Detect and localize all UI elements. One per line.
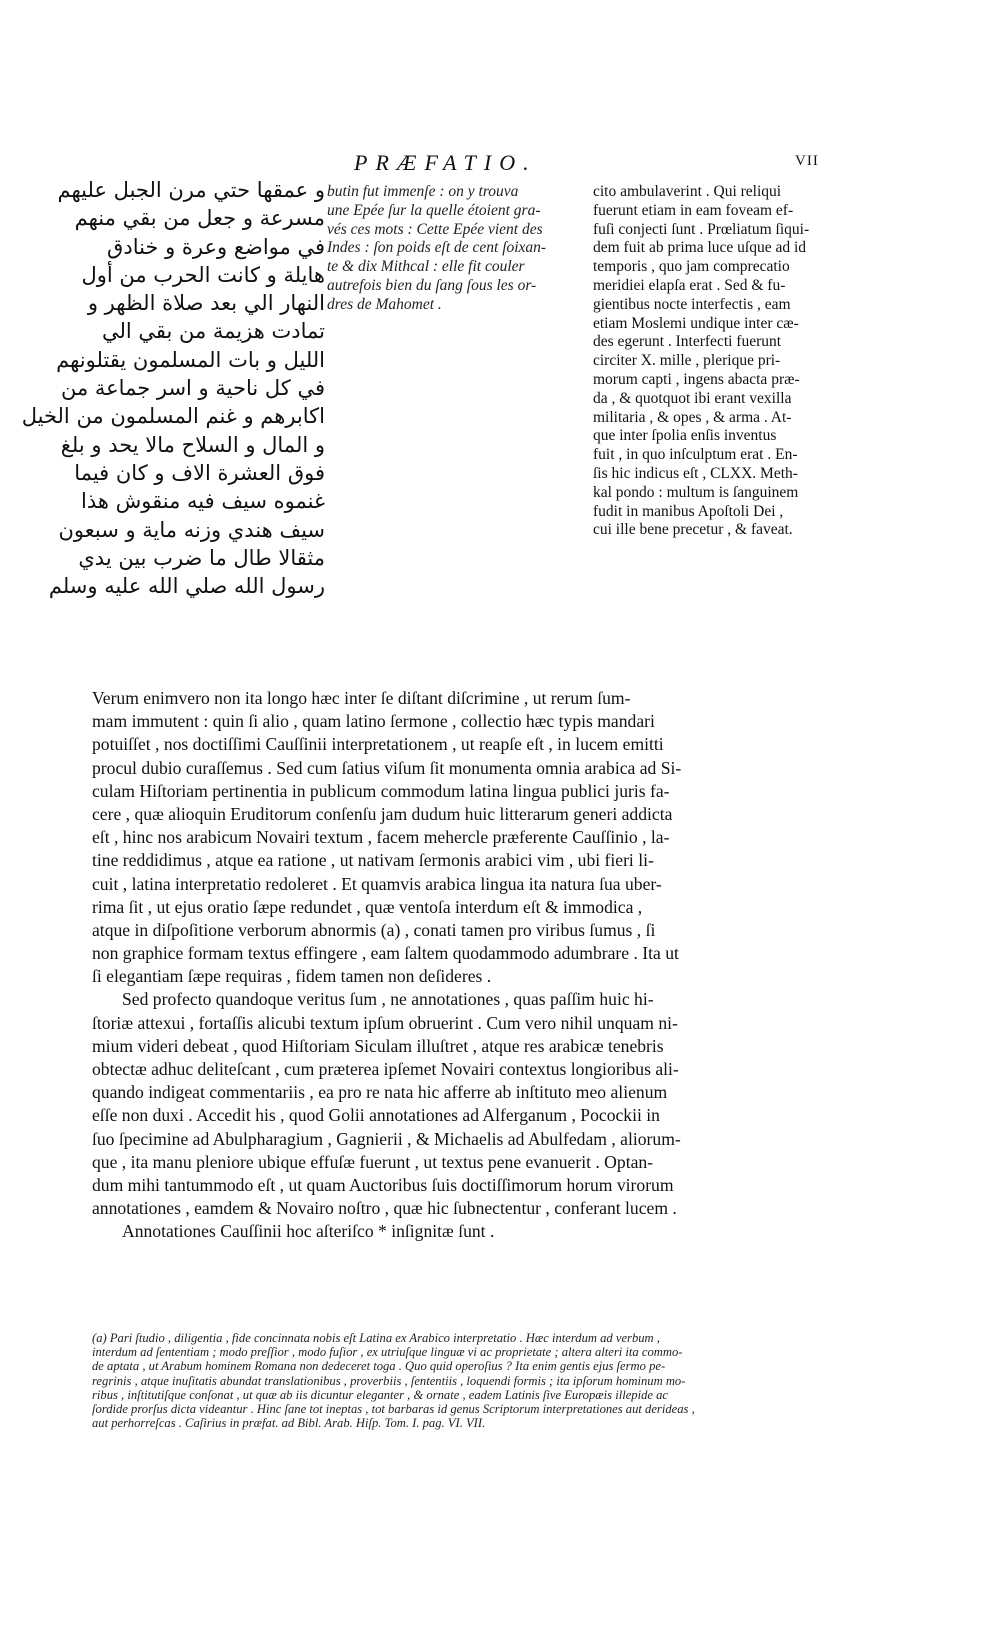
latin-column-line: temporis , quo jam comprecatio (593, 258, 790, 276)
french-line: te & dix Mithcal : elle fit couler (327, 258, 525, 276)
paragraph (92, 687, 877, 988)
paragraph-line: annotationes , eamdem & Novairo noſtro , quæ hic ſubnectentur , conferant lucem . (92, 1198, 677, 1219)
paragraph-line: tine reddidimus , atque ea ratione , ut nativam ſermonis arabici vim , ubi fieri li- (92, 850, 654, 871)
paragraph-line: cuit , latina interpretatio redoleret . Et quamvis arabica lingua ita natura ſua uber- (92, 873, 662, 894)
latin-column-line: meridiei elapſa erat . Sed & fu- (593, 276, 786, 294)
page-header (0, 150, 1000, 176)
paragraph-line: ſtoriæ attexui , fortaſſis alicubi textum ipſum obruerint . Cum vero nihil unquam ni- (92, 1012, 678, 1033)
paragraph-line: ſi elegantiam ſæpe requiras , fidem tamen non deſideres . (92, 966, 492, 987)
arabic-line: غنموه سيف فيه منقوش هذا (81, 489, 325, 514)
arabic-line: و عمقها حتي مرن الجبل عليهم (57, 178, 325, 202)
paragraph-line: potuiſſet , nos doctiſſimi Cauſſinii interpretationem , ut reapſe eſt , in lucem emitti (92, 734, 664, 755)
french-translation-column (327, 183, 577, 315)
latin-column-line: kal pondo : multum is ſanguinem (593, 483, 799, 501)
paragraph-line: Verum enimvero non ita longo hæc inter ſe diſtant diſcrimine , ut rerum ſum- (92, 688, 631, 708)
paragraph-line: quando indigeat commentariis , ea pro re nata hic afferre ab inſtituto meo alienum (92, 1082, 668, 1103)
paragraph (92, 988, 877, 1220)
arabic-line: فوق العشرة الاف و كان فيما (74, 460, 325, 485)
footnote-line: de aptata , ut Arabum hominem Romana non dedeceret toga . Quo quid operoſius ? Ita enim gentis ejus ſermo pe- (92, 1359, 666, 1374)
latin-column-line: fudit in manibus Apoſtoli Dei , (593, 502, 784, 520)
french-line: Indes : ſon poids eſt de cent ſoixan- (327, 239, 547, 257)
paragraph-line: procul dubio curaſſemus . Sed cum ſatius viſum ſit monumenta omnia arabica ad Si- (92, 757, 682, 778)
arabic-line: و المال و السلاح مالا يحد و بلغ (60, 432, 325, 457)
french-line: vés ces mots : Cette Epée vient des (327, 220, 543, 238)
arabic-line: مثقالا طال ما ضرب بين يدي (78, 545, 325, 570)
page-number: VII (795, 153, 819, 169)
latin-column-line: cito ambulaverint . Qui reliqui (593, 183, 782, 200)
latin-column-line: des egerunt . Interfecti fuerunt (593, 333, 782, 351)
arabic-line: رسول الله صلي الله عليه وسلم (48, 574, 325, 599)
footnote (92, 1331, 877, 1430)
footnote-line: ribus , inſtitutiſque conſonat , ut quæ ab iis dicuntur eleganter , & ornate , eadem Latinis ſive Europæis illepide ac (92, 1387, 669, 1402)
latin-column-line: da , & quotquot ibi erant vexilla (593, 389, 792, 407)
latin-translation-column (593, 183, 871, 540)
paragraph-line: Sed profecto quandoque veritus ſum , ne annotationes , quas paſſim huic hi- (122, 989, 654, 1010)
arabic-line: اكابرهم و غنم المسلمون من الخيل (21, 404, 325, 429)
latin-column-line: fuſi conjecti ſunt . Prœliatum ſiqui- (593, 220, 810, 238)
arabic-line: في كل ناحية و اسر جماعة من (60, 376, 325, 401)
arabic-line: النهار الي بعد صلاة الظهر و (87, 291, 325, 316)
running-title: PRÆFATIO. (354, 150, 537, 175)
arabic-line: الليل و بات المسلمون يقتلونهم (56, 347, 325, 372)
latin-column-line: ſis hic indicus eſt , CLXX. Meth- (593, 464, 798, 482)
main-text-body (92, 687, 877, 1244)
footnote-line: (a) Pari ſtudio , diligentia , fide concinnata nobis eſt Latina ex Arabico interpretatio . Hæc interdum ad verbum , (92, 1331, 660, 1345)
arabic-line: تمادت هزيمة من بقي الي (101, 319, 325, 344)
paragraph-line: eſt , hinc nos arabicum Novairi textum , facem mehercle præferente Cauſſinio , la- (92, 827, 670, 848)
paragraph-line: rima ſit , ut ejus oratio ſæpe redundet , quæ ventoſa interdum eſt & immodica , (92, 896, 643, 917)
latin-column-line: que inter ſpolia enſis inventus (593, 427, 777, 445)
arabic-line: سيف هندي وزنه ماية و سبعون (58, 517, 325, 542)
paragraph (92, 1220, 877, 1243)
paragraph-line: atque in diſpoſitione verborum abnormis (a) , conati tamen pro viribus ſumus , ſi (92, 919, 656, 940)
latin-column-line: fuit , in quo inſculptum erat . En- (593, 446, 798, 464)
latin-column-line: gientibus nocte interfectis , eam (593, 295, 791, 313)
latin-column-line: etiam Moslemi undique inter cæ- (593, 314, 799, 332)
footnote-line: ſordide prorſus dicta videantur . Hinc ſane tot ineptas , tot barbaras id genus Scriptorum interpretationes aut derideas , (92, 1401, 695, 1416)
latin-column-line: cui ille bene precetur , & faveat. (593, 521, 793, 539)
paragraph-line: Annotationes Cauſſinii hoc aſteriſco * inſignitæ ſunt . (122, 1221, 495, 1242)
paragraph-line: obtectæ adhuc deliteſcant , cum præterea ipſemet Novairi contextus longioribus ali- (92, 1059, 679, 1079)
paragraph-line: eſſe non duxi . Accedit his , quod Golii annotationes ad Alferganum , Pocockii in (92, 1105, 660, 1126)
arabic-line: هايلة و كانت الحرب من أول (81, 262, 325, 287)
latin-column-line: fuerunt etiam in eam foveam ef- (593, 201, 794, 219)
footnote-line: regrinis , atque inuſitatis abundat translationibus , proverbiis , ſententiis , loquendi formis ; ita ipſorum hominum mo- (92, 1373, 686, 1388)
paragraph-line: que , ita manu pleniore ubique effuſæ fuerunt , ut textus pene evanuerit . Optan- (92, 1151, 654, 1172)
paragraph-line: ſuo ſpecimine ad Abulpharagium , Gagnierii , & Michaelis ad Abulfedam , aliorum- (92, 1128, 681, 1149)
paragraph-line: cere , quæ alioquin Eruditorum conſenſu jam dudum huic litterarum generi addicta (92, 803, 673, 824)
latin-column-line: dem fuit ab prima luce uſque ad id (593, 239, 807, 257)
french-line: butin fut immenſe : on y trouva (327, 183, 519, 200)
paragraph-line: mium videri debeat , quod Hiſtoriam Siculam illuſtret , atque res arabicæ tenebris (92, 1035, 664, 1056)
french-line: une Epée ſur la quelle étoient gra- (327, 201, 541, 219)
arabic-line: مسرعة و جعل من بقي منهم (74, 206, 325, 231)
footnote-line: interdum ad ſententiam ; modo preſſior , modo fuſior , ex utriuſque linguæ vi ac proprietate ; altera alteri ita commo- (92, 1345, 683, 1360)
paragraph-line: dum mihi tantummodo eſt , ut quam Auctoribus ſuis doctiſſimorum horum virorum (92, 1174, 674, 1195)
arabic-line: في مواضع وعرة و خنادق (107, 234, 325, 259)
french-line: dres de Mahomet . (327, 295, 442, 313)
arabic-text-column (21, 176, 325, 600)
latin-column-line: morum capti , ingens abacta præ- (593, 370, 800, 388)
latin-column-line: militaria , & opes , & arma . At- (593, 408, 792, 426)
paragraph-line: culam Hiſtoriam pertinentia in publicum commodum latina lingua publici juris fa- (92, 780, 670, 801)
latin-column-line: circiter X. mille , plerique pri- (593, 352, 781, 370)
french-line: autrefois bien du ſang ſous les or- (327, 276, 537, 294)
footnote-line: aut perhorreſcas . Caſirius in præfat. ad Bibl. Arab. Hiſp. Tom. I. pag. VI. VII. (92, 1416, 486, 1431)
paragraph-line: mam immutent : quin ſi alio , quam latino ſermone , collectio hæc typis mandari (92, 711, 655, 732)
paragraph-line: non graphice formam textus effingere , eam ſaltem quodammodo adumbrare . Ita ut (92, 943, 679, 964)
